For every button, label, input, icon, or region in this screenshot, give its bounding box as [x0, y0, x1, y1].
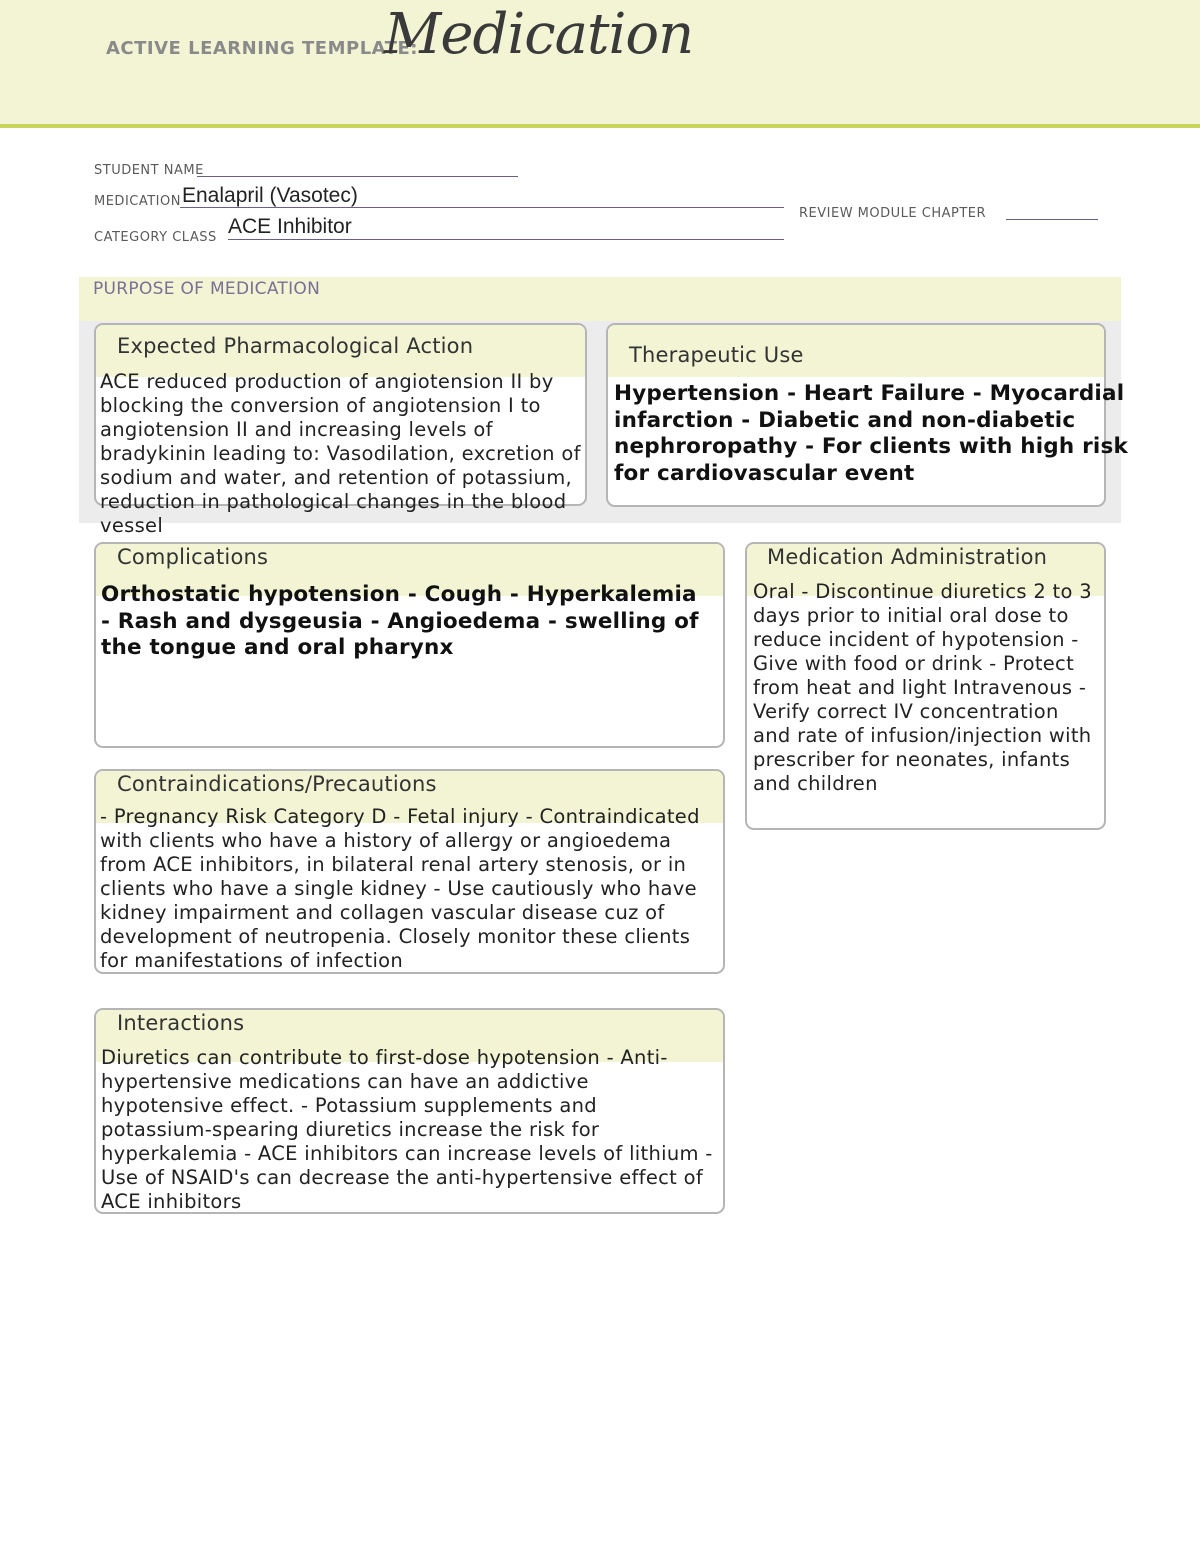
medication-field[interactable] — [180, 180, 784, 208]
contraindications-text: - Pregnancy Risk Category D - Fetal injury - Contraindicated with clients who have a history of allergy or angioedema from ACE inhibitors, in bilateral renal artery stenosis, or in clients who have a single kidney - Use cautiously who have kidney impairment and collagen vascular disease cuz of development of neutropenia. Closely monitor these clients for manifestations of infection — [100, 805, 700, 972]
category-class-field[interactable] — [228, 214, 784, 240]
administration-title: Medication Administration — [767, 545, 1048, 569]
page-title: Medication — [384, 2, 694, 67]
interactions-title: Interactions — [117, 1011, 245, 1035]
template-label: ACTIVE LEARNING TEMPLATE: — [106, 38, 418, 59]
expected-action-text: ACE reduced production of angiotension II by blocking the conversion of angiotension I to angiotension II and increasing levels of bradykinin leading to: Vasodilation, excretion of sodium and water, and retention of potassium, reduction in pathological changes in the blood vessel — [100, 370, 581, 537]
expected-action-title: Expected Pharmacological Action — [117, 334, 474, 358]
contraindications-title: Contraindications/Precautions — [117, 772, 437, 796]
complications-text: Orthostatic hypotension - Cough - Hyperkalemia - Rash and dysgeusia - Angioedema - swelling of the tongue and oral pharynx — [101, 582, 699, 660]
interactions-text: Diuretics can contribute to first-dose hypotension - Anti-hypertensive medications can have an addictive hypotensive effect. - Potassium supplements and potassium-spearing diuretics increase the risk for hyperkalemia - ACE inhibitors can increase levels of lithium - Use of NSAID's can decrease the anti-hypertensive effect of ACE inhibitors — [101, 1046, 713, 1213]
complications-title: Complications — [117, 545, 269, 569]
student-name-field[interactable] — [197, 162, 518, 177]
review-module-label: REVIEW MODULE CHAPTER — [799, 206, 987, 221]
medication-value: Enalapril (Vasotec) — [182, 184, 358, 207]
administration-text: Oral - Discontinue diuretics 2 to 3 days prior to initial oral dose to reduce incident of hypotension - Give with food or drink - Protect from heat and light Intravenous - Verify correct IV concentration and rate of infusion/injection with prescriber for neonates, infants and children — [753, 580, 1092, 795]
student-name-label: STUDENT NAME — [94, 163, 204, 178]
therapeutic-use-text: Hypertension - Heart Failure - Myocardial infarction - Diabetic and non-diabetic nephroropathy - For clients with high risk for cardiovascular event — [614, 381, 1128, 486]
category-class-label: CATEGORY CLASS — [94, 230, 217, 245]
category-class-value: ACE Inhibitor — [228, 215, 352, 238]
purpose-label: PURPOSE OF MEDICATION — [93, 279, 321, 299]
medication-label: MEDICATION — [94, 194, 181, 209]
review-module-field[interactable] — [1006, 205, 1098, 220]
therapeutic-use-title: Therapeutic Use — [629, 343, 804, 367]
